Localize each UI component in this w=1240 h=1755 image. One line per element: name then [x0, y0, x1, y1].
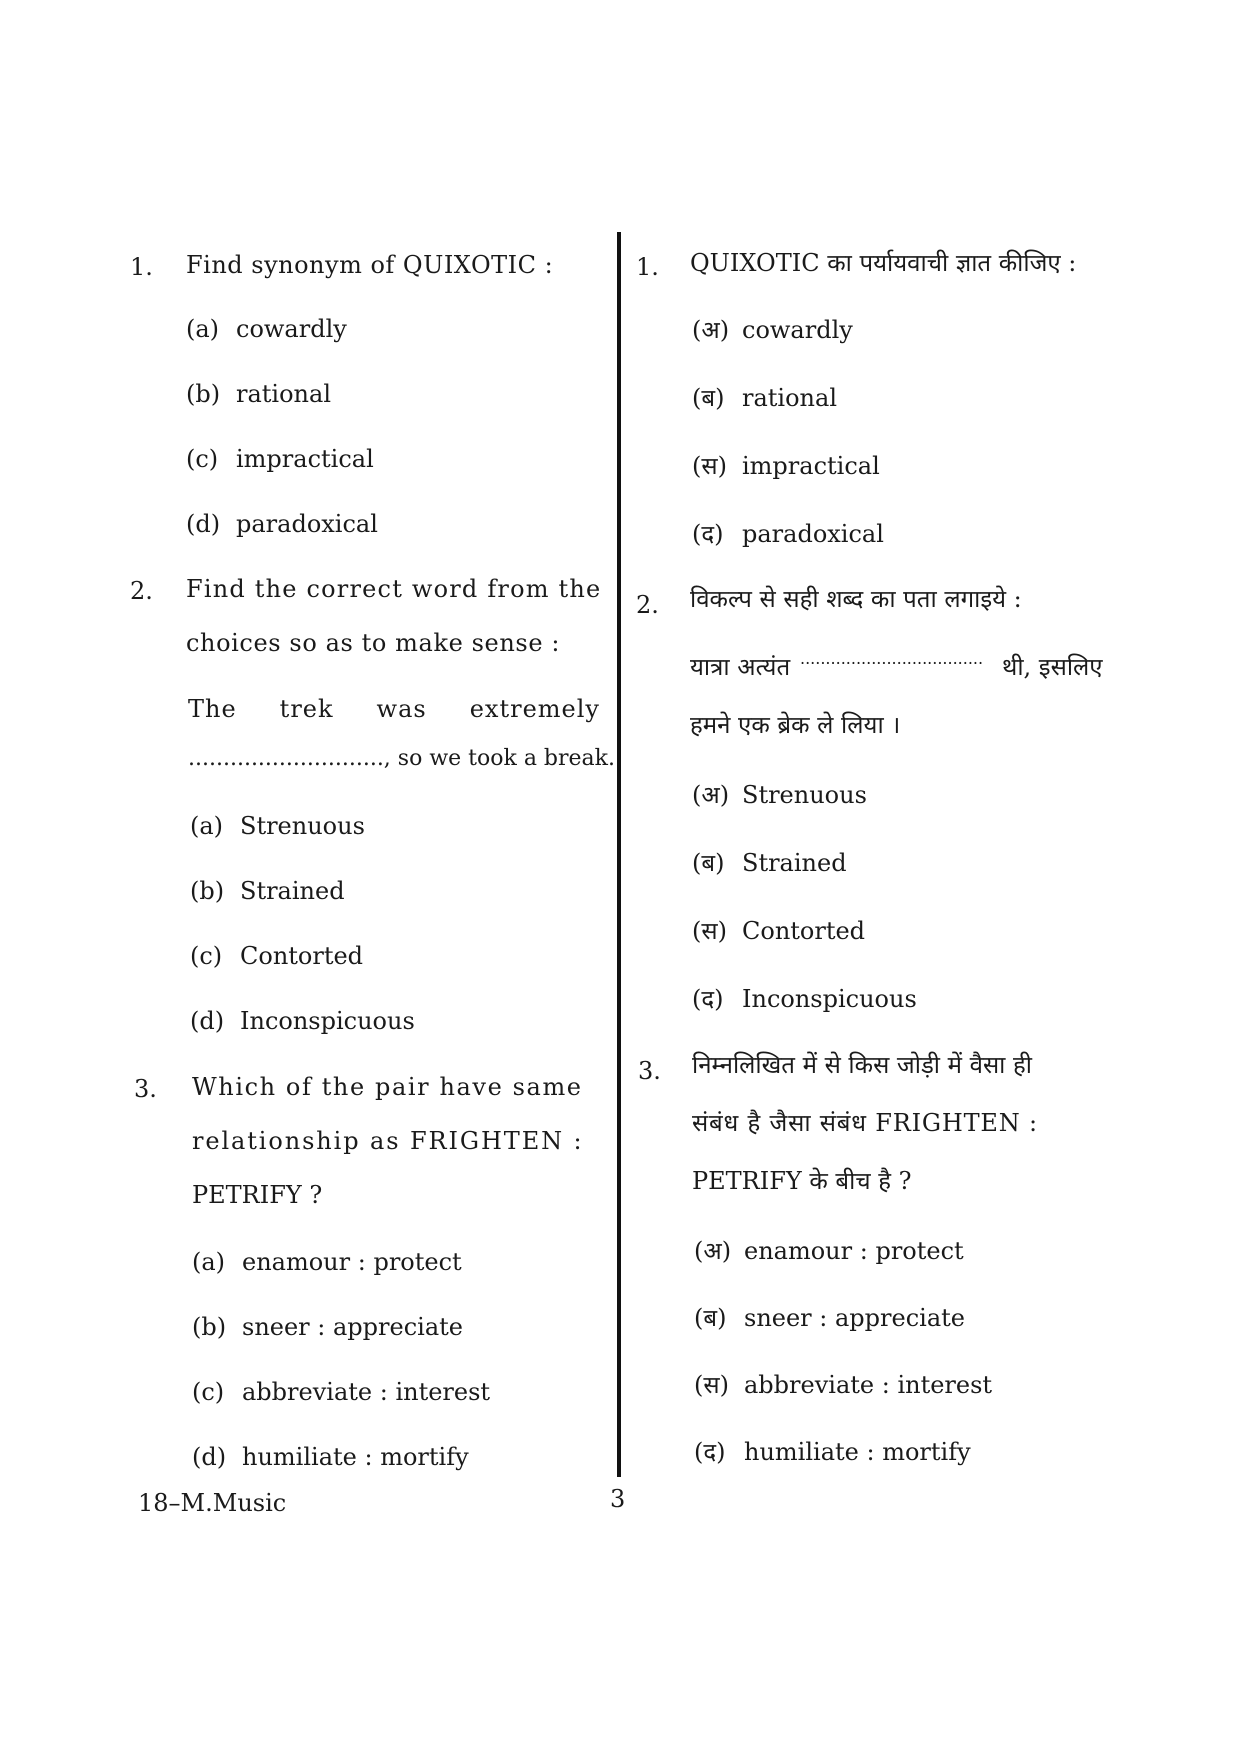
option-label: (स): [694, 1371, 729, 1399]
option-label: (d): [186, 510, 221, 538]
option-text: enamour : protect: [744, 1237, 964, 1265]
option-text: impractical: [742, 452, 880, 480]
question-text: हमने एक ब्रेक ले लिया ।: [690, 711, 901, 739]
question-text: Find the correct word from the: [186, 575, 602, 603]
option-text: rational: [236, 380, 331, 408]
option-label: (अ): [692, 316, 730, 344]
option-label: (a): [192, 1248, 226, 1276]
option-text: sneer : appreciate: [242, 1313, 463, 1341]
option-label: (c): [192, 1378, 225, 1406]
option-text: Strained: [240, 877, 345, 905]
answer-blank: ....................................: [800, 649, 984, 668]
option-text: humiliate : mortify: [744, 1438, 971, 1466]
question-number: 2.: [636, 591, 659, 619]
option-label: (द): [692, 985, 724, 1013]
option-label: (b): [190, 877, 225, 905]
option-text: paradoxical: [236, 510, 378, 538]
question-text: PETRIFY ?: [192, 1181, 323, 1209]
option-text: impractical: [236, 445, 374, 473]
question-number: 3.: [134, 1075, 157, 1103]
question-text: विकल्प से सही शब्द का पता लगाइये :: [690, 585, 1022, 613]
option-label: (स): [692, 452, 727, 480]
column-divider: [617, 232, 621, 1477]
option-label: (द): [692, 520, 724, 548]
sentence-word: The: [188, 695, 237, 723]
question-text: निम्नलिखित में से किस जोड़ी में वैसा ही: [692, 1051, 1032, 1079]
question-number: 1.: [636, 253, 659, 281]
option-label: (b): [186, 380, 221, 408]
option-label: (b): [192, 1313, 227, 1341]
paper-code: 18–M.Music: [138, 1489, 287, 1517]
option-label: (a): [186, 315, 220, 343]
option-text: cowardly: [742, 316, 853, 344]
question-number: 2.: [130, 577, 153, 605]
option-label: (अ): [694, 1237, 732, 1265]
question-sentence: [188, 694, 600, 724]
option-label: (c): [190, 942, 223, 970]
option-label: (d): [192, 1443, 227, 1471]
question-text: संबंध है जैसा संबंध FRIGHTEN :: [692, 1109, 1038, 1137]
question-text: Which of the pair have same: [192, 1073, 583, 1101]
question-text: PETRIFY के बीच है ?: [692, 1167, 912, 1195]
option-text: enamour : protect: [242, 1248, 462, 1276]
question-number: 1.: [130, 253, 153, 281]
question-text: choices so as to make sense :: [186, 629, 561, 657]
option-label: (c): [186, 445, 219, 473]
option-label: (ब): [692, 849, 725, 877]
question-text-end: थी, इसलिए: [1002, 653, 1103, 681]
option-text: Inconspicuous: [240, 1007, 415, 1035]
sentence-word: extremely: [469, 695, 600, 723]
question-text: QUIXOTIC का पर्यायवाची ज्ञात कीजिए :: [690, 249, 1077, 277]
option-text: abbreviate : interest: [744, 1371, 993, 1399]
question-text-start: यात्रा अत्यंत: [690, 653, 791, 681]
option-label: (ब): [692, 384, 725, 412]
option-text: rational: [742, 384, 837, 412]
option-label: (ब): [694, 1304, 727, 1332]
option-text: cowardly: [236, 315, 347, 343]
option-text: humiliate : mortify: [242, 1443, 469, 1471]
option-text: Contorted: [742, 917, 866, 945]
option-text: Strenuous: [742, 781, 867, 809]
question-text: relationship as FRIGHTEN :: [192, 1127, 584, 1155]
question-number: 3.: [638, 1057, 661, 1085]
question-text: Find synonym of QUIXOTIC :: [186, 251, 554, 279]
option-text: Contorted: [240, 942, 364, 970]
question-sentence-end: ............................, so we took a break.: [188, 746, 615, 771]
sentence-word: was: [376, 695, 427, 723]
option-label: (द): [694, 1438, 726, 1466]
option-text: Strained: [742, 849, 847, 877]
option-text: sneer : appreciate: [744, 1304, 965, 1332]
option-label: (अ): [692, 781, 730, 809]
option-text: paradoxical: [742, 520, 884, 548]
option-label: (d): [190, 1007, 225, 1035]
option-text: abbreviate : interest: [242, 1378, 491, 1406]
option-label: (a): [190, 812, 224, 840]
option-label: (स): [692, 917, 727, 945]
sentence-word: trek: [279, 695, 334, 723]
option-text: Inconspicuous: [742, 985, 917, 1013]
page-number: 3: [610, 1485, 626, 1513]
option-text: Strenuous: [240, 812, 365, 840]
